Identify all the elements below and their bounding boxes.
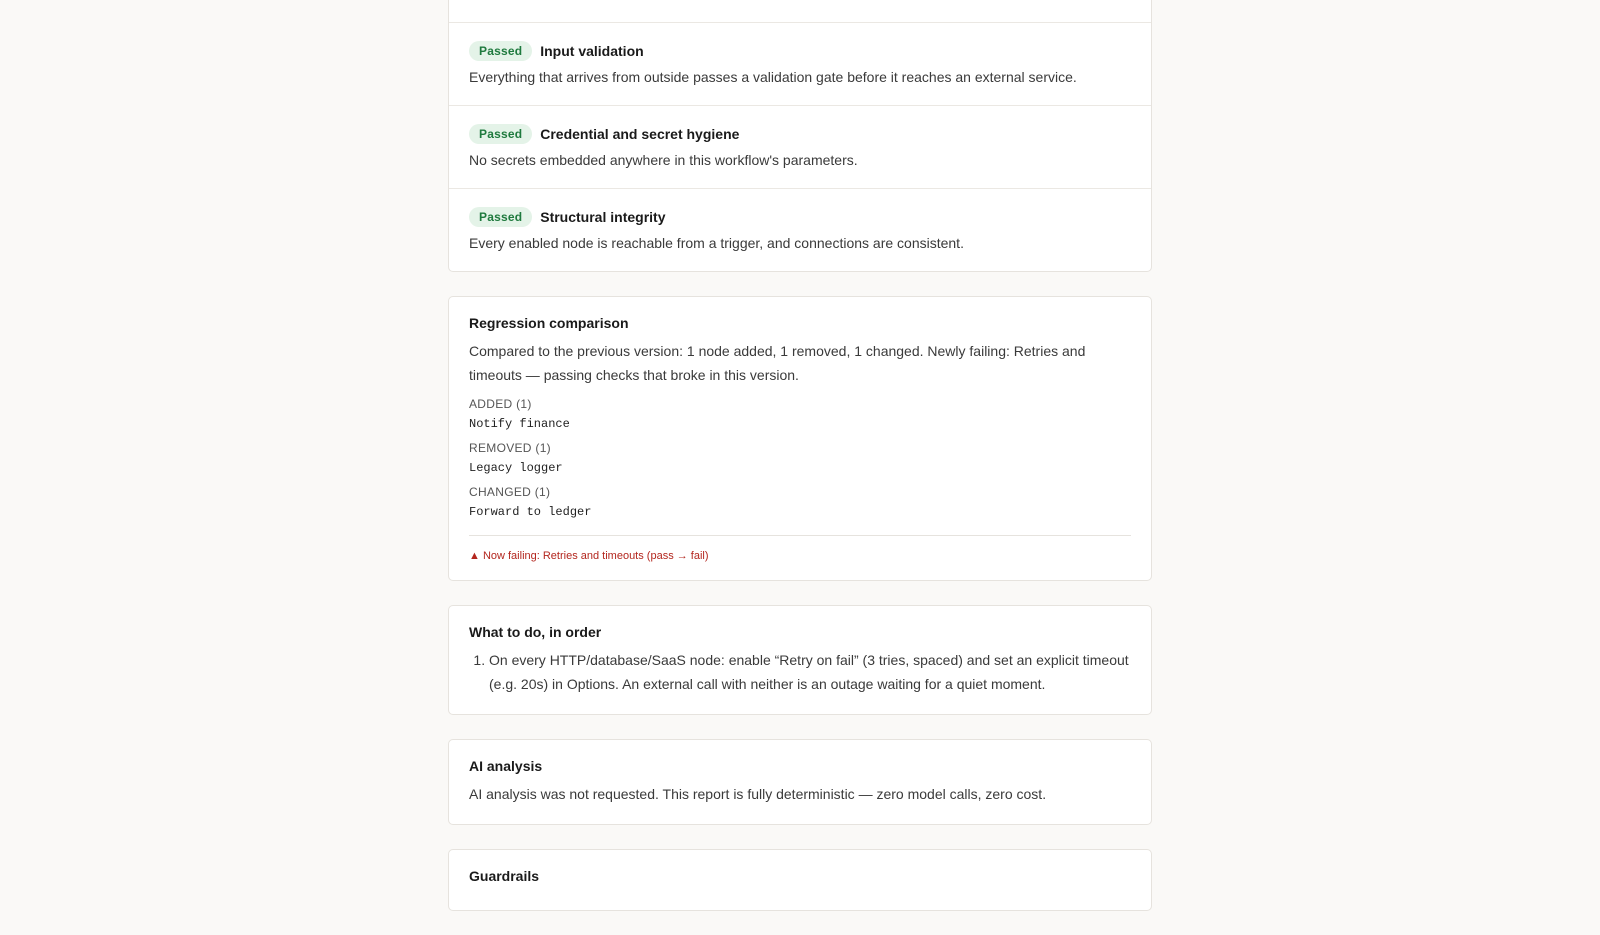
check-row-credential-hygiene [449, 106, 1151, 189]
guardrails-card [448, 849, 1152, 911]
diff-label: CHANGED (1) [469, 485, 551, 499]
check-row-cutoff [449, 0, 1151, 23]
check-title: Credential and secret hygiene [540, 126, 740, 142]
section-title: AI analysis [469, 758, 543, 774]
regression-summary: Compared to the previous version: 1 node added, 1 removed, 1 changed. Newly failing: Retries and timeouts — passing checks that broke in this version. [469, 343, 1086, 383]
check-title: Structural integrity [540, 209, 666, 225]
check-row-structural-integrity [449, 189, 1151, 272]
diff-added [469, 397, 1131, 431]
ai-analysis-card [448, 739, 1152, 825]
diff-item: Notify finance [469, 417, 570, 431]
diff-removed [469, 441, 1131, 475]
todo-step: 1. On every HTTP/database/SaaS node: enable “Retry on fail” (3 tries, spaced) and set an explicit timeout (e.g. 20s) in Options. An external call with neither is an outage waiting for a quiet moment. [489, 648, 1131, 696]
check-title: Input validation [540, 43, 644, 59]
divider [469, 535, 1131, 536]
check-description: Everything that arrives from outside passes a validation gate before it reaches an external service. [469, 69, 1077, 85]
now-failing-note: ▲ Now failing: Retries and timeouts (pass → fail) [469, 550, 709, 562]
section-title: Guardrails [469, 868, 540, 884]
diff-changed [469, 485, 1131, 519]
regression-card [448, 296, 1152, 581]
section-title: What to do, in order [469, 624, 602, 640]
status-badge: Passed [469, 207, 532, 227]
check-description: Every enabled node is reachable from a trigger, and connections are consistent. [469, 235, 964, 251]
diff-label: ADDED (1) [469, 397, 532, 411]
status-badge: Passed [469, 41, 532, 61]
section-title: Regression comparison [469, 315, 629, 331]
check-description: No secrets embedded anywhere in this workflow's parameters. [469, 152, 858, 168]
checks-card [448, 0, 1152, 272]
check-row-input-validation [449, 23, 1151, 106]
todo-list [469, 648, 1131, 696]
diff-label: REMOVED (1) [469, 441, 551, 455]
status-badge: Passed [469, 124, 532, 144]
report-column [448, 0, 1152, 935]
diff-item: Forward to ledger [469, 505, 592, 519]
ai-analysis-text: AI analysis was not requested. This report is fully deterministic — zero model calls, zero cost. [469, 786, 1047, 802]
todo-card [448, 605, 1152, 715]
diff-item: Legacy logger [469, 461, 563, 475]
